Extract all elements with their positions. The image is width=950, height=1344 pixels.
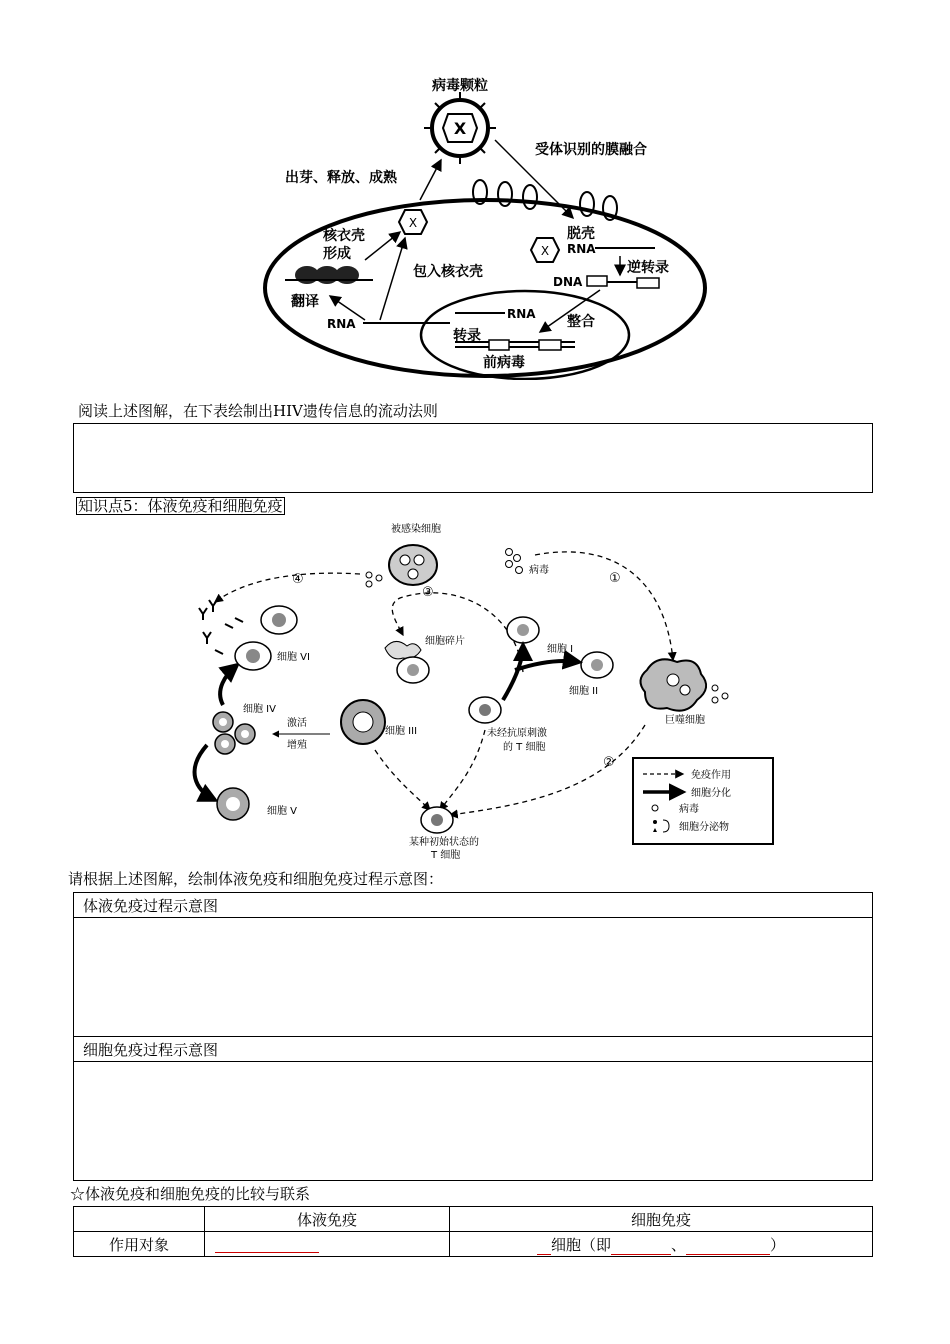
label-cell-3: 细胞 III (385, 726, 418, 737)
label-cell-1: 细胞 I (547, 644, 574, 655)
legend-secretion: 细胞分泌物 (679, 822, 729, 833)
cellular-box-title: 细胞免疫过程示意图 (83, 1041, 219, 1059)
label-proliferate: 增殖 (287, 740, 307, 751)
label-package: 包入核衣壳 (413, 264, 483, 280)
label-cell-2: 细胞 II (569, 686, 599, 697)
label-infected-cell: 被感染细胞 (391, 524, 441, 535)
header-empty (74, 1207, 205, 1232)
header-cellular: 细胞免疫 (450, 1207, 873, 1232)
cellular-drawing-area[interactable] (74, 1062, 872, 1180)
label-step-1: ① (609, 571, 621, 586)
label-receptor-fusion: 受体识别的膜融合 (535, 142, 647, 158)
cellular-target-blank-2[interactable] (611, 1238, 671, 1255)
label-rna-cytoplasm: RNA (567, 242, 596, 256)
header-humoral: 体液免疫 (205, 1207, 450, 1232)
table-row (74, 1232, 873, 1257)
immune-response-diagram (185, 520, 785, 860)
humoral-box-title: 体液免疫过程示意图 (83, 897, 219, 915)
cellular-target-sep: 、 (670, 1235, 686, 1254)
label-uncoating: 脱壳 (567, 226, 595, 242)
humoral-target-blank[interactable] (215, 1236, 319, 1253)
label-translation: 翻译 (291, 294, 319, 310)
table-header-row (74, 1207, 873, 1232)
label-transcription: 转录 (453, 328, 481, 344)
humoral-target-cell (205, 1232, 450, 1257)
label-naive-t-1: 未经抗原刺激 (487, 728, 547, 739)
hiv-life-cycle-diagram (255, 70, 715, 380)
question-hiv-flow: 阅读上述图解，在下表绘制出HIV遗传信息的流动法则 (78, 402, 438, 420)
svg-text:X: X (453, 119, 467, 138)
label-cell-debris: 细胞碎片 (425, 636, 465, 647)
label-initial-t-2: T 细胞 (431, 850, 461, 860)
comparison-title: ☆体液免疫和细胞免疫的比较与联系 (70, 1185, 311, 1203)
label-provirus: 前病毒 (483, 355, 525, 371)
label-step-4: ④ (292, 572, 304, 587)
label-cell-5: 细胞 V (267, 806, 298, 817)
cellular-target-text: 细胞（即 (550, 1235, 611, 1254)
cellular-target-blank-3[interactable] (686, 1238, 770, 1255)
cellular-target-blank-1[interactable] (537, 1238, 551, 1255)
label-macrophage: 巨噬细胞 (665, 715, 705, 726)
legend-immune-action: 免疫作用 (691, 770, 731, 781)
row-label-target: 作用对象 (74, 1232, 205, 1257)
cellular-target-close: ） (770, 1235, 786, 1254)
comparison-table (73, 1206, 873, 1257)
humoral-drawing-area[interactable] (74, 918, 872, 1036)
label-capsid-formation-2: 形成 (323, 246, 351, 262)
legend-differentiation: 细胞分化 (691, 788, 731, 799)
label-activate: 激活 (287, 718, 307, 729)
cellular-diagram-box (73, 1036, 873, 1181)
legend-virus: 病毒 (679, 804, 699, 815)
svg-text:X: X (540, 244, 550, 258)
cellular-target-cell (450, 1232, 873, 1257)
svg-text:X: X (408, 216, 418, 230)
question-draw-immune: 请根据上述图解，绘制体液免疫和细胞免疫过程示意图： (68, 870, 444, 888)
label-cell-4: 细胞 IV (243, 704, 276, 715)
label-step-3: ③ (422, 585, 434, 600)
knowledge-point-title: 知识点5：体液免疫和细胞免疫 (78, 497, 283, 515)
humoral-diagram-box (73, 892, 873, 1037)
label-virus-particle: 病毒颗粒 (432, 78, 488, 94)
label-naive-t-2: 的 T 细胞 (503, 742, 546, 753)
label-capsid-formation-1: 核衣壳 (323, 228, 365, 244)
label-reverse-transcription: 逆转录 (627, 260, 669, 276)
label-cell-6: 细胞 VI (277, 652, 310, 663)
label-rna-nucleus: RNA (507, 307, 536, 321)
label-budding: 出芽、释放、成熟 (285, 170, 397, 186)
answer-box-hiv-flow[interactable] (73, 423, 873, 493)
label-initial-t-1: 某种初始状态的 (409, 837, 479, 848)
label-step-2: ② (603, 755, 615, 770)
label-virus: 病毒 (529, 565, 549, 576)
label-integration: 整合 (567, 314, 595, 330)
label-dna: DNA (553, 275, 583, 289)
label-rna-left: RNA (327, 317, 356, 331)
